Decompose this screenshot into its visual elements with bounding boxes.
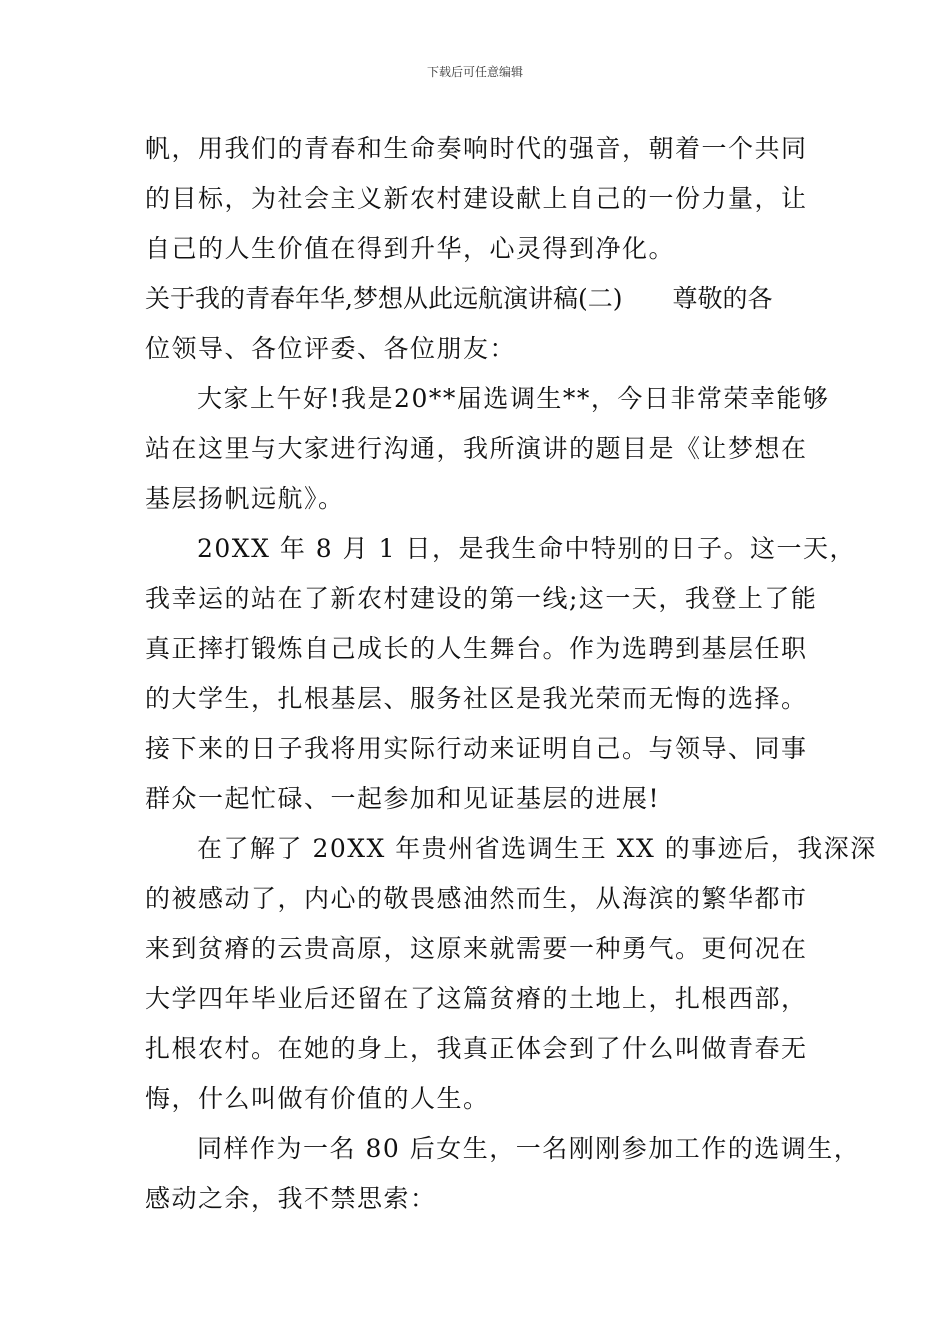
text-line: 大学四年毕业后还留在了这篇贫瘠的土地上，扎根西部， (145, 984, 808, 1013)
text-line: 来到贫瘠的云贵高原，这原来就需要一种勇气。更何况在 (145, 934, 808, 963)
text-line: 站在这里与大家进行沟通，我所演讲的题目是《让梦想在 (145, 434, 808, 463)
salutation-line: 位领导、各位评委、各位朋友： (145, 334, 517, 363)
text-line: 扎根农村。在她的身上，我真正体会到了什么叫做青春无 (145, 1034, 808, 1063)
document-body (145, 124, 877, 1224)
text-line: 的目标，为社会主义新农村建设献上自己的一份力量，让 (145, 184, 808, 213)
page-header-note: 下载后可任意编辑 (426, 65, 523, 79)
text-line: 悔，什么叫做有价值的人生。 (145, 1084, 490, 1113)
text-line: 的被感动了，内心的敬畏感油然而生，从海滨的繁华都市 (145, 884, 808, 913)
text-line: 自己的人生价值在得到升华，心灵得到净化。 (145, 234, 676, 263)
text-line: 真正摔打锻炼自己成长的人生舞台。作为选聘到基层任职 (145, 634, 808, 663)
text-line: 的大学生，扎根基层、服务社区是我光荣而无悔的选择。 (145, 684, 808, 713)
text-line: 我幸运的站在了新农村建设的第一线;这一天，我登上了能 (145, 584, 818, 613)
text-line: 感动之余，我不禁思索： (145, 1184, 437, 1213)
text-line: 接下来的日子我将用实际行动来证明自己。与领导、同事 (145, 734, 808, 763)
paragraph-start-line: 同样作为一名 80 后女生，一名刚刚参加工作的选调生， (197, 1134, 861, 1163)
text-line: 群众一起忙碌、一起参加和见证基层的进展! (145, 784, 661, 813)
text-line: 帆，用我们的青春和生命奏响时代的强音，朝着一个共同 (145, 134, 808, 163)
paragraph-start-line: 大家上午好!我是20**届选调生**，今日非常荣幸能够 (197, 384, 830, 413)
paragraph-start-line: 20XX 年 8 月 1 日，是我生命中特别的日子。这一天， (197, 534, 856, 563)
speech-title-line: 关于我的青春年华,梦想从此远航演讲稿(二) 尊敬的各 (145, 284, 773, 313)
paragraph-start-line: 在了解了 20XX 年贵州省选调生王 XX 的事迹后，我深深 (197, 834, 877, 863)
text-line: 基层扬帆远航》。 (145, 484, 345, 513)
